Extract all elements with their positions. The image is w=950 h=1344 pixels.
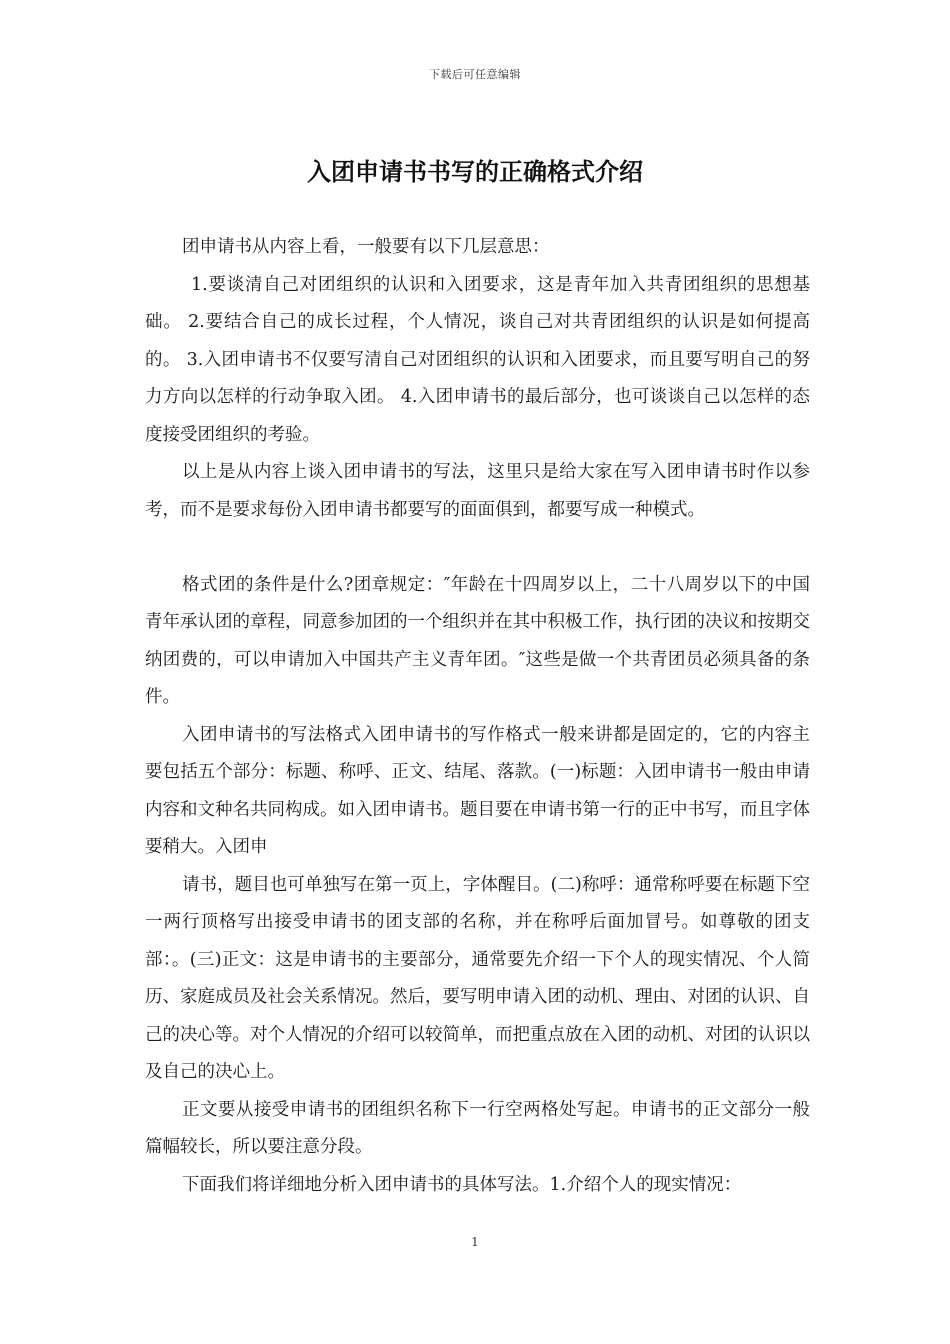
paragraph-gap (145, 529, 810, 567)
paragraph-conditions: 格式团的条件是什么?团章规定：″年龄在十四周岁以上，二十八周岁以下的中国青年承认团的章程，同意参加团的一个组织并在其中积极工作，执行团的决议和按期交纳团费的，可以申请加入中国共产主义青年团。″这些是做一个共青团员必须具备的条件。 (145, 574, 810, 707)
paragraph-analysis: 下面我们将详细地分析入团申请书的具体写法。1.介绍个人的现实情况： (182, 1174, 742, 1195)
paragraph-format: 入团申请书的写法格式入团申请书的写作格式一般来讲都是固定的，它的内容主要包括五个部分：标题、称呼、正文、结尾、落款。(一)标题：入团申请书一般由申请内容和文种名共同构成。如入团申请书。题目要在申请书第一行的正中书写，而且字体要稍大。入团申 (145, 724, 810, 857)
paragraph-body-start: 正文要从接受申请书的团组织名称下一行空两格处写起。申请书的正文部分一般篇幅较长，所以要注意分段。 (145, 1099, 810, 1157)
paragraph-intro: 团申请书从内容上看，一般要有以下几层意思： (182, 237, 550, 257)
document-title: 入团申请书书写的正确格式介绍 (307, 158, 643, 186)
paragraph-format-continued: 请书，题目也可单独写在第一页上，字体醒目。(二)称呼：通常称呼要在标题下空一两行顶格写出接受申请书的团支部的名称，并在称呼后面加冒号。如尊敬的团支部：。(三)正文：这是申请书的主要部分，通常要先介绍一下个人的现实情况、个人简历、家庭成员及社会关系情况。然后，要写明申请入团的动机、理由、对团的认识、自己的决心等。对个人情况的介绍可以较简单，而把重点放在入团的动机、对团的认识以及自己的决心上。 (145, 874, 810, 1082)
document-body (145, 229, 810, 1204)
page-header: 下载后可任意编辑 (429, 68, 521, 81)
page-number: 1 (471, 1235, 479, 1249)
paragraph-summary: 以上是从内容上谈入团申请书的写法，这里只是给大家在写入团申请书时作以参考，而不是要求每份入团申请书都要写的面面俱到，都要写成一种模式。 (145, 462, 810, 520)
paragraph-points: 1.要谈清自己对团组织的认识和入团要求，这是青年加入共青团组织的思想基础。 2.要结合自己的成长过程，个人情况，谈自己对共青团组织的认识是如何提高的。 3.入团申请书不仅要写清自己对团组织的认识和入团要求，而且要写明自己的努力方向以怎样的行动争取入团。 4.入团申请书的最后部分，也可谈谈自己以怎样的态度接受团组织的考验。 (145, 274, 810, 445)
